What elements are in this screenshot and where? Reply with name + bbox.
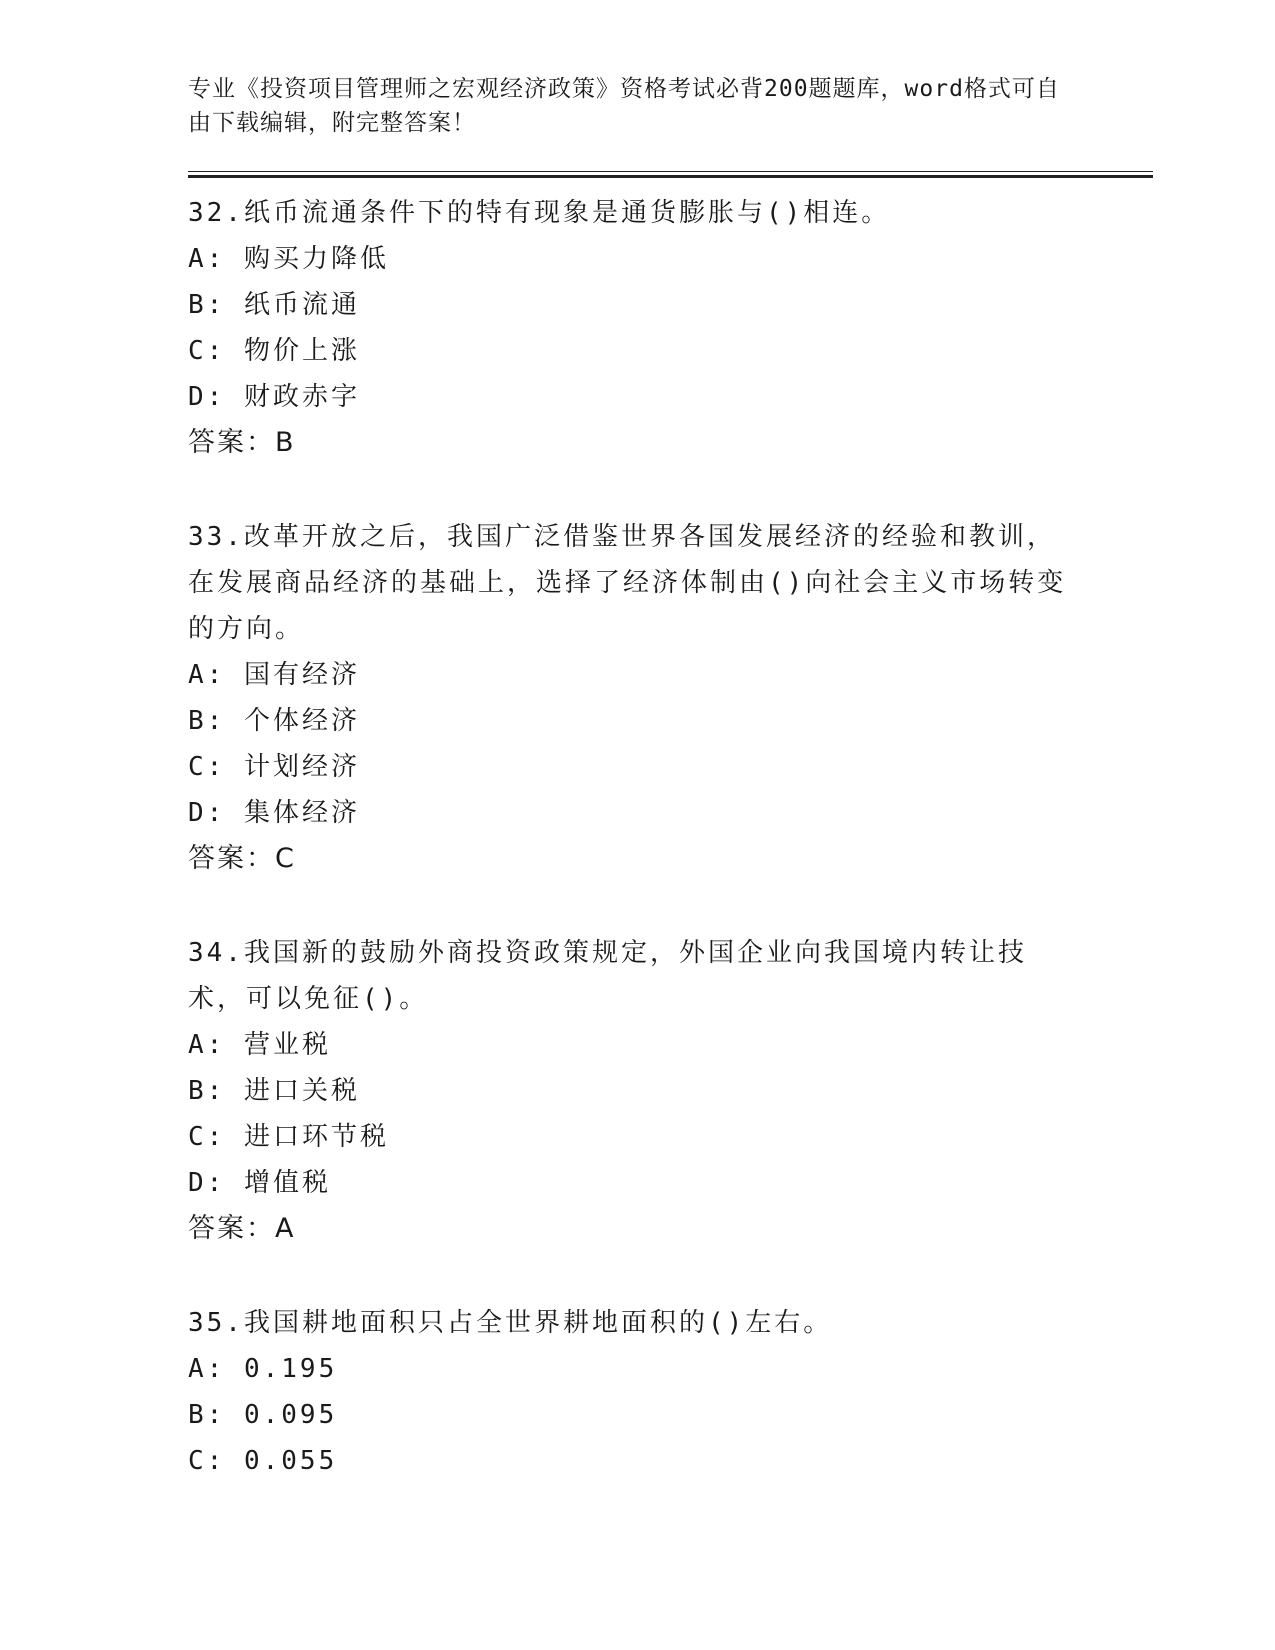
option-a: A: 购买力降低 bbox=[188, 244, 389, 274]
question-stem: 33.改革开放之后，我国广泛借鉴世界各国发展经济的经验和教训，在发展商品经济的基础上，选择了经济体制由()向社会主义市场转变的方向。 bbox=[188, 522, 1067, 644]
option-d: D: 财政赤字 bbox=[188, 382, 360, 412]
answer-line: 答案：B bbox=[188, 427, 296, 458]
option-c: C: 物价上涨 bbox=[188, 336, 360, 366]
option-c: C: 进口环节税 bbox=[188, 1122, 389, 1152]
option-b: B: 纸币流通 bbox=[188, 290, 360, 320]
option-c: C: 计划经济 bbox=[188, 752, 360, 782]
option-a: A: 0.195 bbox=[188, 1354, 338, 1384]
option-a: A: 国有经济 bbox=[188, 660, 360, 690]
option-a: A: 营业税 bbox=[188, 1030, 331, 1060]
option-d: D: 增值税 bbox=[188, 1168, 331, 1198]
document-header bbox=[188, 72, 1068, 140]
option-d: D: 集体经济 bbox=[188, 798, 360, 828]
option-c: C: 0.055 bbox=[188, 1446, 338, 1476]
option-b: B: 进口关税 bbox=[188, 1076, 360, 1106]
question-list bbox=[188, 190, 1088, 1532]
answer-line: 答案：C bbox=[188, 843, 296, 874]
header-rule-thick bbox=[188, 175, 1153, 178]
question-35 bbox=[188, 1300, 1088, 1484]
header-text: 专业《投资项目管理师之宏观经济政策》资格考试必背200题题库，word格式可自由下载编辑，附完整答案！ bbox=[188, 76, 1060, 136]
question-34 bbox=[188, 930, 1088, 1252]
header-rule-thin bbox=[188, 171, 1153, 172]
option-b: B: 个体经济 bbox=[188, 706, 360, 736]
answer-line: 答案：A bbox=[188, 1213, 296, 1244]
question-stem: 35.我国耕地面积只占全世界耕地面积的()左右。 bbox=[188, 1308, 833, 1338]
question-33 bbox=[188, 514, 1088, 882]
question-stem: 34.我国新的鼓励外商投资政策规定，外国企业向我国境内转让技术，可以免征()。 bbox=[188, 938, 1027, 1014]
option-b: B: 0.095 bbox=[188, 1400, 338, 1430]
question-32 bbox=[188, 190, 1088, 466]
question-stem: 32.纸币流通条件下的特有现象是通货膨胀与()相连。 bbox=[188, 198, 891, 228]
